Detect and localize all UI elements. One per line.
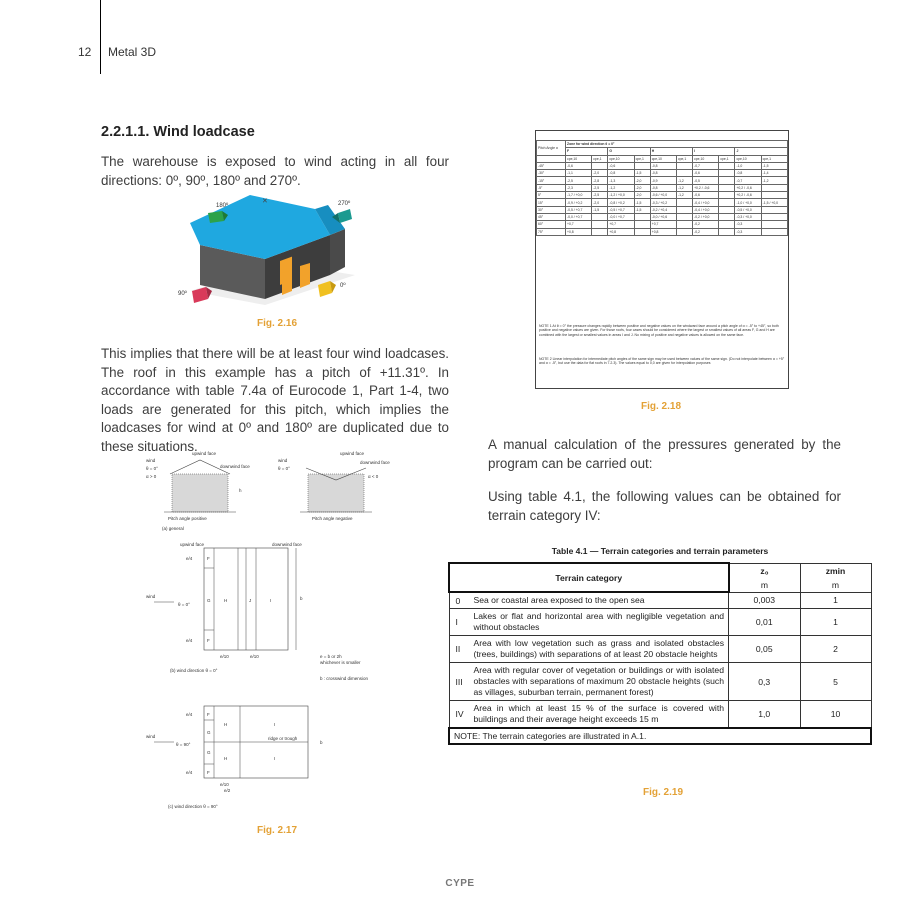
table-7-4a-cell	[634, 228, 650, 235]
section-title: 2.2.1.1. Wind loadcase	[101, 124, 255, 140]
sub-header: cpe,1	[761, 155, 787, 162]
label-wind-2: wind	[278, 458, 288, 463]
table-7-4a-cell: -0,8	[608, 170, 634, 177]
table-7-4a-cell: 45°	[537, 213, 566, 220]
table-7-4a-cell: -0,8 / +0,2	[608, 199, 634, 206]
table-7-4a-cell: -2,5	[592, 184, 608, 191]
terrain-z0: 0,003	[729, 592, 801, 609]
svg-text:b: b	[320, 740, 323, 745]
label-theta-0: θ = 0°	[146, 466, 158, 471]
table-7-4a-cell	[761, 206, 787, 213]
sub-header: cpe,10	[566, 155, 592, 162]
table-7-4a-cell: +0,8	[566, 228, 592, 235]
svg-text:I: I	[270, 598, 272, 603]
terrain-row	[449, 636, 871, 663]
label-180: 180º	[216, 203, 229, 209]
table-7-4a-cell: -0,8	[650, 162, 676, 169]
terrain-description: Lakes or flat and horizontal area with negligible vegetation and without obstacles	[470, 609, 729, 636]
table-7-4a-cell	[676, 162, 692, 169]
svg-text:downwind face: downwind face	[272, 542, 302, 547]
table-7-4a-cell: -0,6	[693, 192, 719, 199]
fig-2-17-caption: Fig. 2.17	[257, 825, 298, 836]
label-downwind-face: downwind face	[220, 464, 250, 469]
table-7-4a-cell: -1,0	[735, 162, 761, 169]
table-7-4a	[535, 130, 789, 389]
sub-header: cpe,10	[693, 155, 719, 162]
zone-diagram	[140, 450, 400, 820]
svg-text:whichever is smaller: whichever is smaller	[320, 660, 361, 665]
svg-text:H: H	[224, 722, 228, 727]
svg-text:e/4: e/4	[186, 556, 193, 561]
table-7-4a-cell: -0,7	[735, 177, 761, 184]
table-7-4a-cell: -0,5 / +0,0	[735, 206, 761, 213]
svg-text:F: F	[207, 770, 210, 775]
section-name: Metal 3D	[108, 45, 157, 59]
table-7-4a-cell	[761, 192, 787, 199]
terrain-row	[449, 592, 871, 609]
table-7-4a-cell	[592, 221, 608, 228]
table-7-4a-cell	[676, 213, 692, 220]
label-wind-dir-90: (c) wind direction θ = 90°	[168, 804, 218, 809]
table-7-4a-cell: -1,2	[676, 184, 692, 191]
table-7-4a-cell: -0,2	[693, 228, 719, 235]
terrain-row	[449, 609, 871, 636]
terrain-z0: 0,01	[729, 609, 801, 636]
table-7-4a-cell: -0,5	[693, 177, 719, 184]
zone-header: J	[735, 148, 788, 155]
table-7-4a-cell: 75°	[537, 228, 566, 235]
svg-text:b: b	[300, 596, 303, 601]
header-zmin: zmin	[800, 563, 871, 578]
terrain-zmin: 1	[800, 592, 871, 609]
label-alpha-neg: α < 0	[368, 474, 379, 479]
table-7-4a-cell: +0,7	[566, 221, 592, 228]
terrain-row	[449, 663, 871, 701]
table-7-4a-cell	[676, 170, 692, 177]
terrain-z0: 0,3	[729, 663, 801, 701]
table-7-4a-cell: -1,2	[676, 192, 692, 199]
terrain-description: Area with regular cover of vegetation or buildings or with isolated obstacles with separations of maximum 20 obstacle heights (such as villages, suburban terrain, permanent forest)	[470, 663, 729, 701]
label-theta-b: θ = 0°	[178, 602, 190, 607]
svg-text:H: H	[224, 756, 228, 761]
manual-paragraph: A manual calculation of the pressures generated by the program can be carried out:	[488, 437, 841, 471]
table-7-4a-cell: +0,7	[650, 221, 676, 228]
label-wind-b: wind	[146, 594, 156, 599]
pitch-paragraph: This implies that there will be at least four wind loadcases. The roof in this example has a pitch of +11.31º. In accordance with table 7.4a of Eurocode 1, Part 1-4, two loads are generated for this pitch, which implies the loadcases for wind at 0º and 180º are duplicated due to these situations.	[101, 346, 449, 454]
table-7-4a-cell: 15°	[537, 199, 566, 206]
table-7-4a-cell: -1,7 / +0,0	[566, 192, 592, 199]
table-7-4a-cell: -1,5	[634, 206, 650, 213]
terrain-zmin: 5	[800, 663, 871, 701]
label-theta-90: θ = 90°	[176, 742, 191, 747]
label-upwind-face-2: upwind face	[340, 451, 365, 456]
table-7-4a-cell: -0,0 / +0,6	[650, 213, 676, 220]
table-7-4a-row	[537, 177, 788, 184]
table-7-4a-cell: -0,0 / +0,7	[608, 213, 634, 220]
svg-text:e/4: e/4	[186, 638, 193, 643]
table-7-4a-cell	[592, 213, 608, 220]
table-4-1-note: NOTE: The terrain categories are illustrated in A.1.	[449, 728, 871, 744]
sub-header: cpe,1	[719, 155, 735, 162]
table-7-4a-cell: -45°	[537, 162, 566, 169]
fig-2-19-caption: Fig. 2.19	[643, 787, 684, 798]
table-7-4a-cell	[719, 170, 735, 177]
table-7-4a-cell: -0,8	[735, 170, 761, 177]
table-7-4a-row	[537, 162, 788, 169]
svg-text:H: H	[224, 598, 228, 603]
table-7-4a-cell	[676, 221, 692, 228]
svg-text:b : crosswind dimension: b : crosswind dimension	[320, 676, 369, 681]
table-7-4a-cell: -1,5	[634, 199, 650, 206]
table-7-4a-cell: -5°	[537, 184, 566, 191]
table-7-4a-cell	[761, 221, 787, 228]
svg-text:e/4: e/4	[186, 770, 193, 775]
svg-text:e/4: e/4	[186, 712, 193, 717]
svg-text:ridge or trough: ridge or trough	[268, 736, 298, 741]
table-7-4a-cell: -1,5 / +0,0	[761, 199, 787, 206]
header-category: Terrain category	[449, 563, 729, 592]
svg-text:F: F	[207, 556, 210, 561]
table-7-4a-cell: -1,4	[761, 170, 787, 177]
header-divider	[100, 0, 101, 74]
terrain-id: 0	[449, 592, 470, 609]
table-7-4a-cell: +0,8	[608, 228, 634, 235]
table-7-4a-row	[537, 213, 788, 220]
table-4-1-header	[449, 563, 871, 578]
sub-header: cpe,1	[676, 155, 692, 162]
table-7-4a-cell: -0,6	[693, 170, 719, 177]
table-7-4a-note2: NOTE 2 Linear interpolation for intermediate pitch angles of the same sign may be used between values of the same sign. (Do not interpolate between α = +5° and α = -5°, but use the data for flat roofs in 7.2.3). The values equal to 0,0 are given for interpolation purposes	[539, 357, 785, 366]
table-4-1-title: Table 4.1 — Terrain categories and terrain parameters	[551, 546, 769, 556]
svg-text:I: I	[274, 756, 276, 761]
table-7-4a-cell: -1,3	[608, 177, 634, 184]
label-h: h	[239, 488, 242, 493]
label-theta-0-2: θ = 0°	[278, 466, 290, 471]
plan-theta-90	[146, 706, 323, 809]
svg-text:e = b or 2h: e = b or 2h	[320, 654, 342, 659]
svg-text:e/10: e/10	[220, 654, 229, 659]
warehouse-illustration	[170, 195, 370, 313]
section-positive-pitch	[146, 451, 250, 521]
terrain-id: I	[449, 609, 470, 636]
table-7-4a-cell: -1,5	[634, 170, 650, 177]
table-paragraph: Using table 4.1, the following values can be obtained for terrain category IV:	[488, 489, 841, 523]
table-4-1	[448, 562, 872, 745]
svg-text:G: G	[207, 730, 211, 735]
terrain-zmin: 2	[800, 636, 871, 663]
table-7-4a-cell: -0,3	[735, 221, 761, 228]
sub-header: cpe,10	[650, 155, 676, 162]
table-7-4a-cell: -1,1	[566, 170, 592, 177]
table-7-4a-cell	[761, 184, 787, 191]
terrain-z0: 1,0	[729, 701, 801, 729]
table-7-4a-cell	[719, 221, 735, 228]
table-7-4a-cell: -0,0 / +0,7	[566, 213, 592, 220]
table-7-4a-cell	[634, 221, 650, 228]
table-7-4a-cell	[761, 228, 787, 235]
table-7-4a-row	[537, 199, 788, 206]
table-7-4a-cell: -0,4 / +0,0	[693, 206, 719, 213]
svg-text:G: G	[207, 598, 211, 603]
table-7-4a-cell	[719, 192, 735, 199]
table-7-4a-cell: -0,8	[650, 170, 676, 177]
table-7-4a-cell	[634, 213, 650, 220]
svg-text:upwind face: upwind face	[180, 542, 205, 547]
table-7-4a-cell	[761, 213, 787, 220]
table-7-4a-cell: +0,2 / -0,6	[693, 184, 719, 191]
label-0: 0º	[340, 283, 346, 289]
table-7-4a-cell	[719, 162, 735, 169]
table-7-4a-cell: -0,9	[650, 177, 676, 184]
door	[282, 270, 292, 295]
table-7-4a-cell: -1,5	[761, 162, 787, 169]
table-7-4a-cell	[719, 213, 735, 220]
table-7-4a-row	[537, 170, 788, 177]
table-7-4a-cell: -2,0	[634, 177, 650, 184]
table-7-4a-cell: +0,7	[608, 221, 634, 228]
table-7-4a-cell: -2,0	[634, 192, 650, 199]
table-7-4a-cell: -2,5	[592, 192, 608, 199]
svg-text:F: F	[207, 712, 210, 717]
table-7-4a-note1: NOTE 1 At θ = 0° the pressure changes rapidly between positive and negative values on the windward face around a pitch angle of α = -5° to +45°, so both positive and negative values are given. For those roofs, four cases should be considered where the largest or smallest values of all areas F, G and H are combined with the largest or smallest values in areas I and J. No mixing of positive and negative values is allowed on the same face.	[539, 324, 779, 337]
plan-theta-0	[146, 542, 369, 681]
table-7-4a-cell: -0,3	[735, 228, 761, 235]
label-90: 90º	[178, 291, 187, 297]
table-7-4a-cell: -15°	[537, 177, 566, 184]
door	[300, 263, 310, 288]
table-7-4a-row	[537, 206, 788, 213]
table-7-4a-cell: -0,5 / +0,7	[566, 206, 592, 213]
table-7-4a-cell: -2,8	[592, 177, 608, 184]
sub-header: cpe,10	[735, 155, 761, 162]
svg-text:wind: wind	[146, 734, 156, 739]
zone-header: I	[693, 148, 735, 155]
section-negative-pitch	[278, 451, 390, 521]
terrain-zmin: 10	[800, 701, 871, 729]
terrain-row	[449, 701, 871, 729]
table-7-4a-cell: -0,4 / +0,0	[693, 199, 719, 206]
table-7-4a-cell: -0,6 / +0,0	[650, 192, 676, 199]
terrain-description: Sea or coastal area exposed to the open sea	[470, 592, 729, 609]
zone-header: G	[608, 148, 650, 155]
table-7-4a-cell: +0,2 / -0,6	[735, 184, 761, 191]
table-7-4a-row	[537, 192, 788, 199]
table-7-4a-cell: -0,5 / +0,7	[608, 206, 634, 213]
table-7-4a-cell	[676, 228, 692, 235]
table-7-4a-cell: -0,6	[566, 162, 592, 169]
table-7-4a-cell: -0,2	[693, 221, 719, 228]
table-7-4a-cell	[719, 206, 735, 213]
table-7-4a-cell: -1,0 / +0,0	[735, 199, 761, 206]
zone-header: F	[566, 148, 608, 155]
label-general: (a) general	[162, 526, 184, 531]
table-7-4a-cell: -0,2 / +0,4	[650, 206, 676, 213]
svg-text:I: I	[274, 722, 276, 727]
svg-text:e/10: e/10	[220, 782, 229, 787]
table-7-4a-cell: -1,2	[676, 177, 692, 184]
arrow-90-icon	[178, 287, 212, 303]
table-7-4a-cell: 60°	[537, 221, 566, 228]
table-7-4a-cell	[676, 206, 692, 213]
table-7-4a-cell	[719, 228, 735, 235]
terrain-id: II	[449, 636, 470, 663]
sub-header: cpe,1	[634, 155, 650, 162]
label-downwind-face-2: downwind face	[360, 460, 390, 465]
page-number: 12	[78, 45, 92, 59]
label-upwind-face: upwind face	[192, 451, 217, 456]
table-7-4a-cell: +0,2 / -0,6	[735, 192, 761, 199]
label-pitch-neg: Pitch angle negative	[312, 516, 353, 521]
label-wind: wind	[146, 458, 156, 463]
table-7-4a-cell: -30°	[537, 170, 566, 177]
terrain-zmin: 1	[800, 609, 871, 636]
table-7-4a-cell: +0,8	[650, 228, 676, 235]
table-7-4a-cell: -2,5	[566, 177, 592, 184]
unit-zmin: m	[800, 578, 871, 593]
intro-paragraph: The warehouse is exposed to wind acting in all four directions: 0º, 90º, 180º and 270º.	[101, 154, 449, 188]
header-z0: z₀	[729, 563, 801, 578]
table-7-4a-cell: -2,0	[592, 199, 608, 206]
svg-text:J: J	[249, 598, 252, 603]
label-alpha-pos: α > 0	[146, 474, 157, 479]
terrain-description: Area with low vegetation such as grass and isolated obstacles (trees, buildings) with separations of at least 20 obstacle heights	[470, 636, 729, 663]
svg-text:G: G	[207, 750, 211, 755]
label-wind-dir-0: (b) wind direction θ = 0°	[170, 668, 218, 673]
table-7-4a-row	[537, 184, 788, 191]
table-7-4a-row	[537, 221, 788, 228]
table-7-4a-cell: -1,5	[592, 206, 608, 213]
table-7-4a-cell	[592, 162, 608, 169]
table-7-4a-row	[537, 228, 788, 235]
table-7-4a-cell	[634, 162, 650, 169]
table-7-4a-cell: -2,3	[566, 184, 592, 191]
terrain-description: Area in which at least 15 % of the surface is covered with buildings and their average height exceeds 15 m	[470, 701, 729, 729]
table-7-4a-cell	[592, 228, 608, 235]
table-7-4a-cell: -1,2	[608, 184, 634, 191]
sub-header: cpe,1	[592, 155, 608, 162]
terrain-z0: 0,05	[729, 636, 801, 663]
table-7-4a-cell: -0,8	[650, 184, 676, 191]
footer-brand: CYPE	[445, 878, 475, 889]
table-7-4a-cell	[719, 177, 735, 184]
terrain-id: IV	[449, 701, 470, 729]
table-7-4a-cell: -0,3 / +0,0	[735, 213, 761, 220]
svg-text:✕: ✕	[262, 198, 268, 205]
label-270: 270º	[338, 201, 351, 207]
sub-header: cpe,10	[608, 155, 634, 162]
table-7-4a-cell: -0,9 / +0,2	[566, 199, 592, 206]
table-7-4a-cell: -0,3 / +0,2	[650, 199, 676, 206]
svg-text:e/10: e/10	[250, 654, 259, 659]
terrain-id: III	[449, 663, 470, 701]
table-7-4a-grid: Pitch Angle α Zone for wind direction θ = 0° F G H I J cpe,10 cpe,1 cpe,10 cpe,1 cpe,10 cpe,1 cpe,10 cpe,1 cpe,10 cpe,1 -45° -0,6 -0,6 -0,8 -0,7 -1,0 -1,5 -30° -1,1 -2,0 -0,8 -1,5 -0,8 -0,6 -0,8 -1,4 -15° -2,5 -2,8 -1,3 -2,0 -0,9 -1,2 -0,5 -0,7 -1,2 -5° -2,3 -2,5 -1,2 -2,0 -0,8 -1,2 +0,2 / -0,6 +0,2 / -0,6 5° -1,7 / +0,0 -2,5 -1,2 / +0,0 -2,0 -0,6 / +0,0 -1,2 -0,6 +0,2 / -0,6 15° -0,9 / +0,2 -2,0 -0,8 / +0,2 -1,5 -0,3 / +0,2 -0,4 / +0,0 -1,0 / +0,0 -1,5 / +0,0 30° -0,5 / +0,7 -1,5 -0,5 / +0,7 -1,5 -0,2 / +0,4 -0,4 / +0,0 -0,5 / +0,0 45° -0,0 / +0,7 -0,0 / +0,7 -0,0 / +0,6 -0,2 / +0,0 -0,3 / +0,0 60° +0,7 +0,7 +0,7 -0,2 -0,3 75° +0,8 +0,8 +0,8 -0,2 -0,3	[536, 140, 788, 236]
table-7-4a-cell: -1,2	[761, 177, 787, 184]
table-7-4a-cell: -0,2 / +0,0	[693, 213, 719, 220]
svg-text:F: F	[207, 638, 210, 643]
table-7-4a-cell: 5°	[537, 192, 566, 199]
fig-2-18-caption: Fig. 2.18	[641, 401, 682, 412]
table-7-4a-cell: -1,2 / +0,0	[608, 192, 634, 199]
table-7-4a-cell	[676, 199, 692, 206]
table-7-4a-cell: -2,0	[592, 170, 608, 177]
table-7-4a-cell: -0,7	[693, 162, 719, 169]
table-7-4a-cell: -0,6	[608, 162, 634, 169]
label-pitch-pos: Pitch angle positive	[168, 516, 207, 521]
table-7-4a-cell: -2,0	[634, 184, 650, 191]
zone-header: H	[650, 148, 692, 155]
unit-z0: m	[729, 578, 801, 593]
table-7-4a-cell	[719, 199, 735, 206]
fig-2-16-caption: Fig. 2.16	[257, 318, 298, 329]
table-7-4a-cell	[719, 184, 735, 191]
svg-text:e/2: e/2	[224, 788, 231, 793]
table-7-4a-cell: 30°	[537, 206, 566, 213]
